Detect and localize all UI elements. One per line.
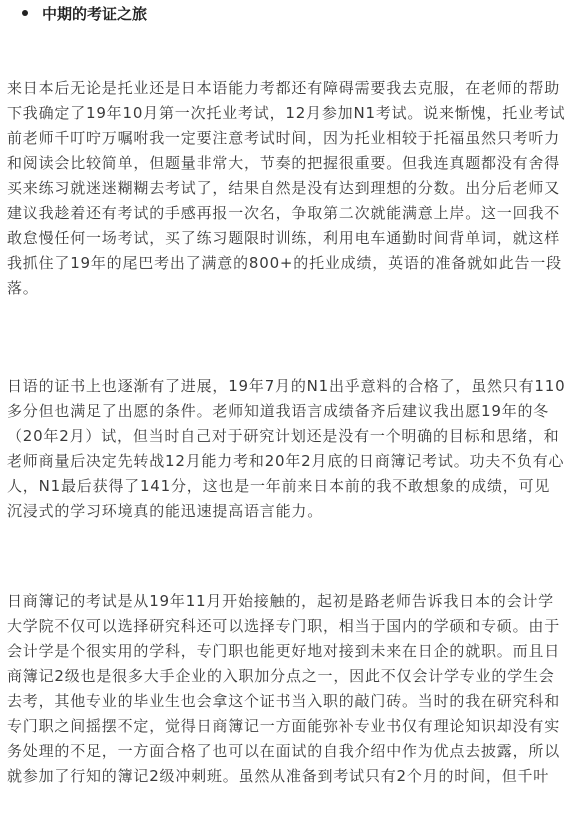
- section-heading: [22, 0, 147, 26]
- text-line: 大学院不仅可以选择研究科还可以选择专门职，相当于国内的学硕和专硕。由于: [7, 617, 561, 635]
- text-line: 商簿记2级也是很多大手企业的入职加分点之一，因此不仅会计学专业的学生会: [7, 667, 555, 685]
- text-line: 沉浸式的学习环境真的能迅速提高语言能力。: [7, 502, 324, 520]
- text-line: 就参加了行知的簿记2级冲刺班。虽然从准备到考试只有2个月的时间，但千叶: [7, 767, 550, 785]
- paragraph-bookkeeping: [7, 589, 575, 789]
- text-line: 我抓住了19年的尾巴考出了满意的800+的托业成绩，英语的准备就如此告一段: [7, 254, 562, 272]
- text-line: 前老师千叮咛万嘱咐我一定要注意考试时间，因为托业相较于托福虽然只考听力: [7, 129, 561, 147]
- text-line: 日商簿记的考试是从19年11月开始接触的，起初是路老师告诉我日本的会计学: [7, 592, 554, 610]
- text-line: 会计学是个很实用的学科，专门职也能更好地对接到未来在日企的就职。而且日: [7, 642, 561, 660]
- text-line: 来日本后无论是托业还是日本语能力考都还有障碍需要我去克服，在老师的帮助: [7, 79, 561, 97]
- text-line: 买来练习就迷迷糊糊去考试了，结果自然是没有达到理想的分数。出分后老师又: [7, 179, 561, 197]
- text-line: 日语的证书上也逐渐有了进展，19年7月的N1出乎意料的合格了，虽然只有110: [7, 377, 566, 395]
- text-line: 敢怠慢任何一场考试，买了练习题限时训练，利用电车通勤时间背单词，就这样: [7, 229, 561, 247]
- text-line: 老师商量后决定先转战12月能力考和20年2月底的日商簿记考试。功夫不负有心: [7, 452, 565, 470]
- text-line: 去考，其他专业的毕业生也会拿这个证书当入职的敲门砖。当时的我在研究科和: [7, 692, 561, 710]
- text-line: 务处理的不足，一方面合格了也可以在面试的自我介绍中作为优点去披露，所以: [7, 742, 561, 760]
- text-line: 落。: [7, 279, 39, 297]
- paragraph-japanese-cert: [7, 374, 575, 524]
- text-line: （20年2月）试，但当时自己对于研究计划还是没有一个明确的目标和思绪，和: [7, 427, 560, 445]
- paragraph-toeic: [7, 76, 575, 301]
- text-line: 人，N1最后获得了141分，这也是一年前来日本前的我不敢想象的成绩，可见: [7, 477, 551, 495]
- text-line: 专门职之间摇摆不定，觉得日商簿记一方面能弥补专业书仅有理论知识却没有实: [7, 717, 561, 735]
- text-line: 和阅读会比较简单，但题量非常大，节奏的把握很重要。但我连真题都没有舍得: [7, 154, 561, 172]
- text-line: 多分但也满足了出愿的条件。老师知道我语言成绩备齐后建议我出愿19年的冬: [7, 402, 550, 420]
- section-title: 中期的考证之旅: [42, 4, 148, 23]
- bullet-icon: [22, 10, 28, 16]
- text-line: 下我确定了19年10月第一次托业考试，12月参加N1考试。说来惭愧，托业考试: [7, 104, 566, 122]
- text-line: 建议我趁着还有考试的手感再报一次名，争取第二次就能满意上岸。这一回我不: [7, 204, 561, 222]
